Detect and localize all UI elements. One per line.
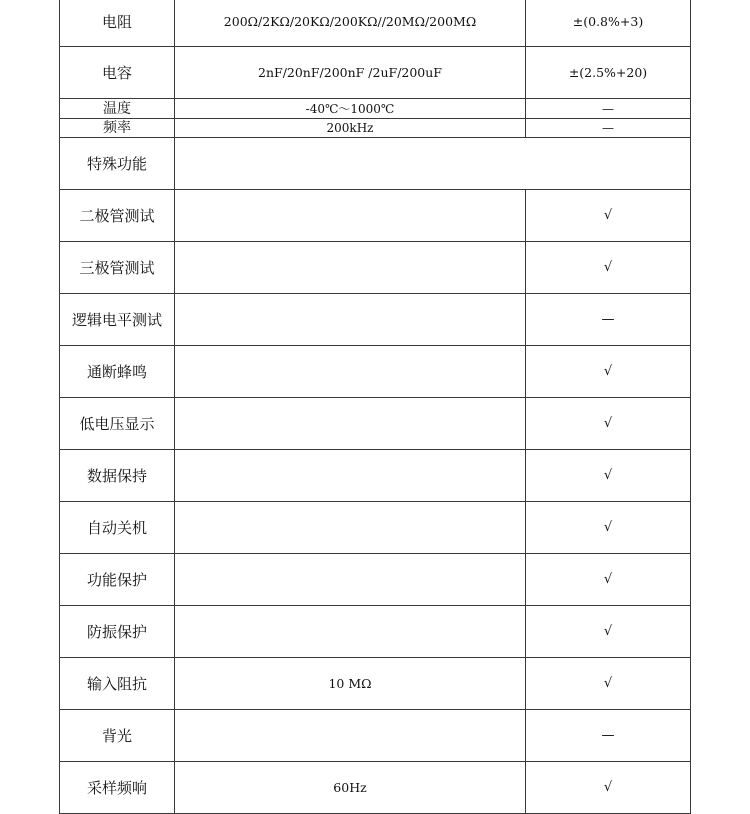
- feature-name: 输入阻抗: [60, 658, 175, 710]
- feature-value: [175, 710, 526, 762]
- feature-name: 低电压显示: [60, 398, 175, 450]
- spec-name: 电容: [60, 47, 175, 99]
- spec-range: 200kHz: [175, 119, 526, 138]
- spec-name: 温度: [60, 99, 175, 119]
- feature-value: [175, 190, 526, 242]
- feature-name: 防振保护: [60, 606, 175, 658]
- table-row: [60, 119, 691, 138]
- dash-mark-icon: —: [526, 294, 691, 346]
- check-mark-icon: √: [526, 606, 691, 658]
- check-mark-icon: √: [526, 502, 691, 554]
- table-row: [60, 762, 691, 814]
- table-row: [60, 0, 691, 47]
- dash-mark-icon: —: [526, 710, 691, 762]
- table-row: [60, 398, 691, 450]
- feature-value: [175, 294, 526, 346]
- spec-accuracy: ±(2.5%+20): [526, 47, 691, 99]
- table-row: [60, 450, 691, 502]
- spec-accuracy: —: [526, 119, 691, 138]
- table-row: [60, 606, 691, 658]
- feature-name: 通断蜂鸣: [60, 346, 175, 398]
- check-mark-icon: √: [526, 398, 691, 450]
- table-row: [60, 658, 691, 710]
- feature-value: [175, 242, 526, 294]
- check-mark-icon: √: [526, 190, 691, 242]
- feature-name: 功能保护: [60, 554, 175, 606]
- feature-name: 三极管测试: [60, 242, 175, 294]
- feature-value: 60Hz: [175, 762, 526, 814]
- feature-value: [175, 450, 526, 502]
- check-mark-icon: √: [526, 658, 691, 710]
- feature-value: [175, 346, 526, 398]
- table-row: [60, 710, 691, 762]
- feature-name: 自动关机: [60, 502, 175, 554]
- table-row: [60, 242, 691, 294]
- table-row: [60, 190, 691, 242]
- feature-name: 二极管测试: [60, 190, 175, 242]
- feature-name: 采样频响: [60, 762, 175, 814]
- spec-accuracy: —: [526, 99, 691, 119]
- spec-table: [59, 0, 691, 814]
- section-title: 特殊功能: [60, 138, 175, 190]
- section-row: [60, 138, 691, 190]
- feature-name: 逻辑电平测试: [60, 294, 175, 346]
- spec-accuracy: ±(0.8%+3): [526, 0, 691, 47]
- feature-value: [175, 502, 526, 554]
- spec-range: -40℃～1000℃: [175, 99, 526, 119]
- spec-range: 2nF/20nF/200nF /2uF/200uF: [175, 47, 526, 99]
- table-row: [60, 346, 691, 398]
- spec-name: 电阻: [60, 0, 175, 47]
- check-mark-icon: √: [526, 554, 691, 606]
- feature-value: 10 MΩ: [175, 658, 526, 710]
- feature-name: 数据保持: [60, 450, 175, 502]
- feature-name: 背光: [60, 710, 175, 762]
- feature-value: [175, 554, 526, 606]
- table-row: [60, 502, 691, 554]
- spec-name: 频率: [60, 119, 175, 138]
- table-row: [60, 554, 691, 606]
- table-row: [60, 99, 691, 119]
- check-mark-icon: √: [526, 762, 691, 814]
- check-mark-icon: √: [526, 242, 691, 294]
- spec-range: 200Ω/2KΩ/20KΩ/200KΩ//20MΩ/200MΩ: [175, 0, 526, 47]
- table-row: [60, 47, 691, 99]
- section-empty-cell: [175, 138, 691, 190]
- feature-value: [175, 606, 526, 658]
- check-mark-icon: √: [526, 346, 691, 398]
- check-mark-icon: √: [526, 450, 691, 502]
- table-row: [60, 294, 691, 346]
- feature-value: [175, 398, 526, 450]
